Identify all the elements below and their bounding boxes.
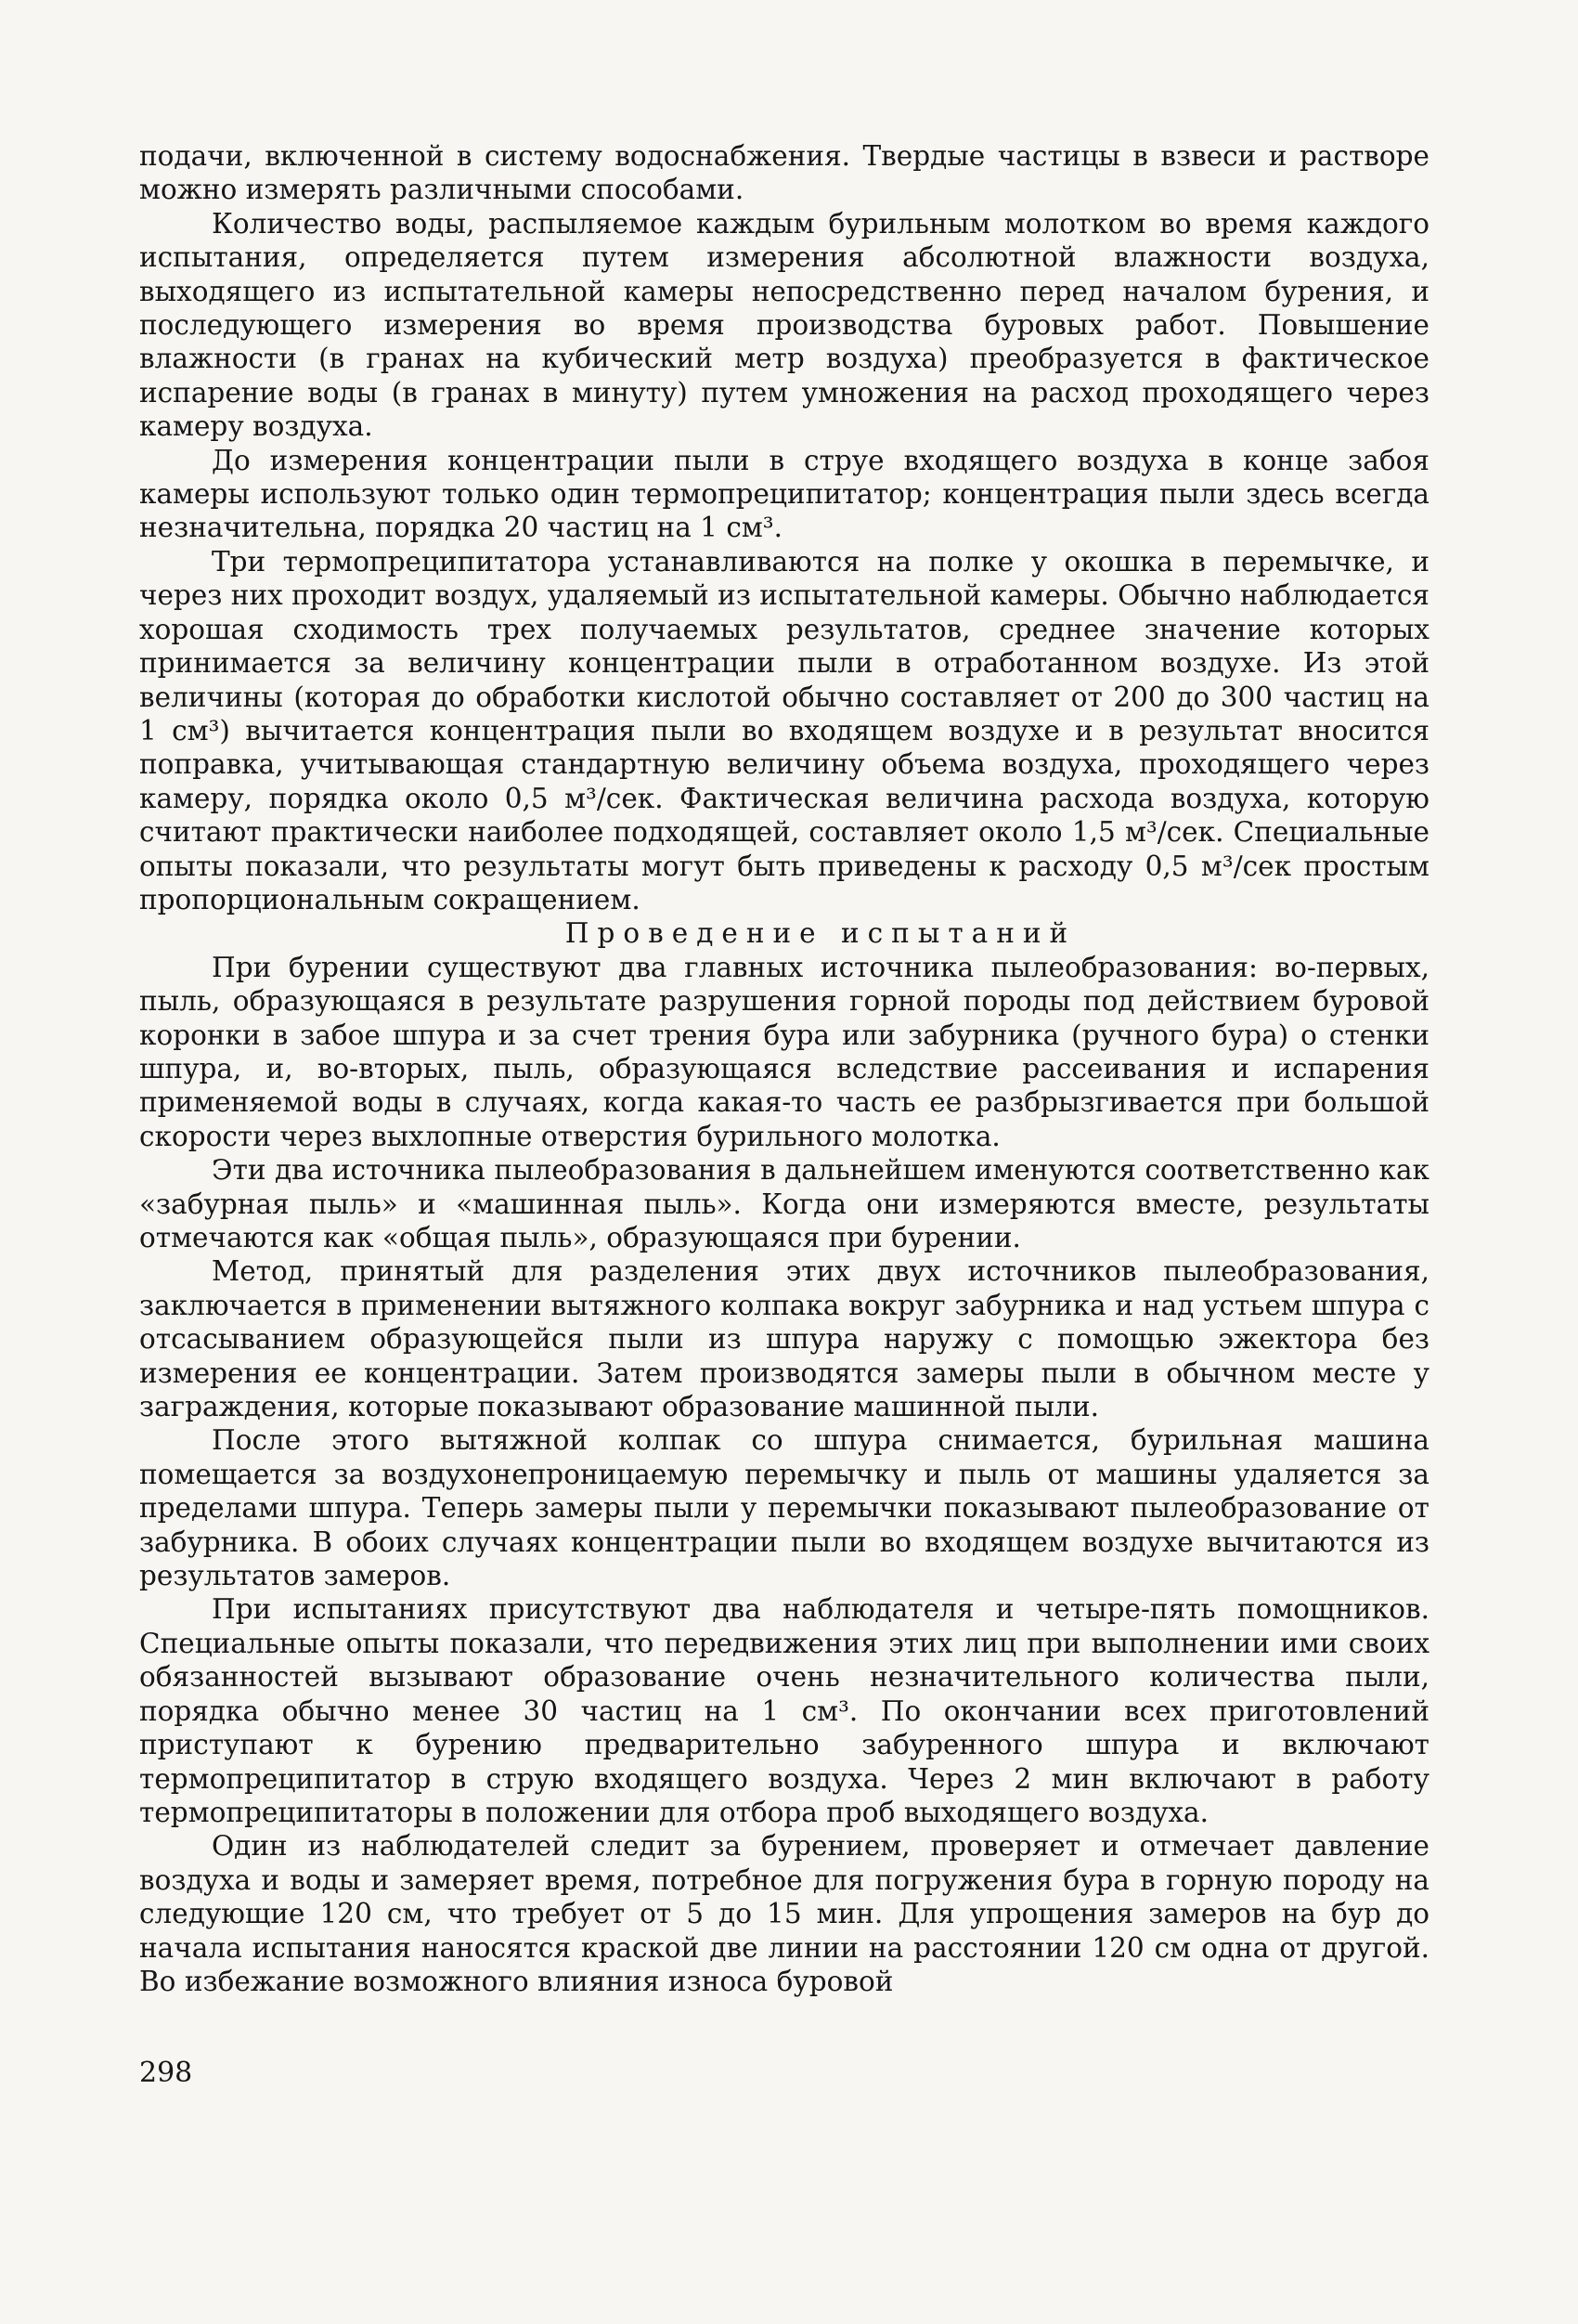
paragraph-8: После этого вытяжной колпак со шпура снимается, бурильная машина помещается за воздухонепроницаемую перемычку и пыль от машины удаляется за пределами шпура. Теперь замеры пыли у перемычки показывают пылеобразование от забурника. В обоих случаях концентрации пыли во входящем воздухе вычитаются из результатов замеров. — [139, 1424, 1429, 1592]
paragraph-2: Количество воды, распыляемое каждым бурильным молотком во время каждого испытания, определяется путем измерения абсолютной влажности воздуха, выходящего из испытательной камеры непосредственно перед началом бурения, и последующего измерения во время производства буровых работ. Повышение влажности (в гранах на кубический метр воздуха) преобразуется в фактическое испарение воды (в гранах в минуту) путем умножения на расход проходящего через камеру воздуха. — [139, 207, 1429, 443]
page-number: 298 — [139, 2057, 193, 2089]
paragraph-9: При испытаниях присутствуют два наблюдателя и четыре-пять помощников. Специальные опыты показали, что передвижения этих лиц при выполнении ими своих обязанностей вызывают образование очень незначительного количества пыли, порядка обычно менее 30 частиц на 1 см³. По окончании всех приготовлений приступают к бурению предварительно забуренного шпура и включают термопреципитатор в струю входящего воздуха. Через 2 мин включают в работу термопреципитаторы в положении для отбора проб выходящего воздуха. — [139, 1593, 1429, 1828]
section-heading: Проведение испытаний — [564, 917, 1077, 950]
paragraph-6: Эти два источника пылеобразования в дальнейшем именуются соответственно как «забурная пыль» и «машинная пыль». Когда они измеряются вместе, результаты отмечаются как «общая пыль», образующаяся при бурении. — [139, 1154, 1429, 1253]
paragraph-10: Один из наблюдателей следит за бурением, проверяет и отмечает давление воздуха и воды и замеряет время, потребное для погружения бура в горную породу на следующие 120 см, что требует от 5 до 15 мин. Для упрощения замеров на бур до начала испытания наносятся краской две линии на расстоянии 120 см одна от другой. Во избежание возможного влияния износа буровой — [139, 1830, 1429, 1997]
paragraph-4: Три термопреципитатора устанавливаются на полке у окошка в перемычке, и через них проходит воздух, удаляемый из испытательной камеры. Обычно наблюдается хорошая сходимость трех получаемых результатов, среднее значение которых принимается за величину концентрации пыли в отработанном воздухе. Из этой величины (которая до обработки кислотой обычно составляет от 200 до 300 частиц на 1 см³) вычитается концентрация пыли во входящем воздухе и в результат вносится поправка, учитывающая стандартную величину объема воздуха, проходящего через камеру, порядка около 0,5 м³/сек. Фактическая величина расхода воздуха, которую считают практически наиболее подходящей, составляет около 1,5 м³/сек. Специальные опыты показали, что результаты могут быть приведены к расходу 0,5 м³/сек простым пропорциональным сокращением. — [139, 545, 1429, 915]
body-text — [139, 139, 1429, 1998]
paragraph-3: До измерения концентрации пыли в струе входящего воздуха в конце забоя камеры используют только один термопреципитатор; концентрация пыли здесь всегда незначительна, порядка 20 частиц на 1 см³. — [139, 444, 1429, 544]
paragraph-5: При бурении существуют два главных источника пылеобразования: во-первых, пыль, образующаяся в результате разрушения горной породы под действием буровой коронки в забое шпура и за счет трения бура или забурника (ручного бура) о стенки шпура, и, во-вторых, пыль, образующаяся вследствие рассеивания и испарения применяемой воды в случаях, когда какая-то часть ее разбрызгивается при большой скорости через выхлопные отверстия бурильного молотка. — [139, 951, 1429, 1152]
paragraph-7: Метод, принятый для разделения этих двух источников пылеобразования, заключается в применении вытяжного колпака вокруг забурника и над устьем шпура с отсасыванием образующейся пыли из шпура наружу с помощью эжектора без измерения ее концентрации. Затем производятся замеры пыли в обычном месте у заграждения, которые показывают образование машинной пыли. — [139, 1255, 1429, 1423]
paragraph-1: подачи, включенной в систему водоснабжения. Твердые частицы в взвеси и растворе можно измерять различными способами. — [139, 140, 1429, 206]
